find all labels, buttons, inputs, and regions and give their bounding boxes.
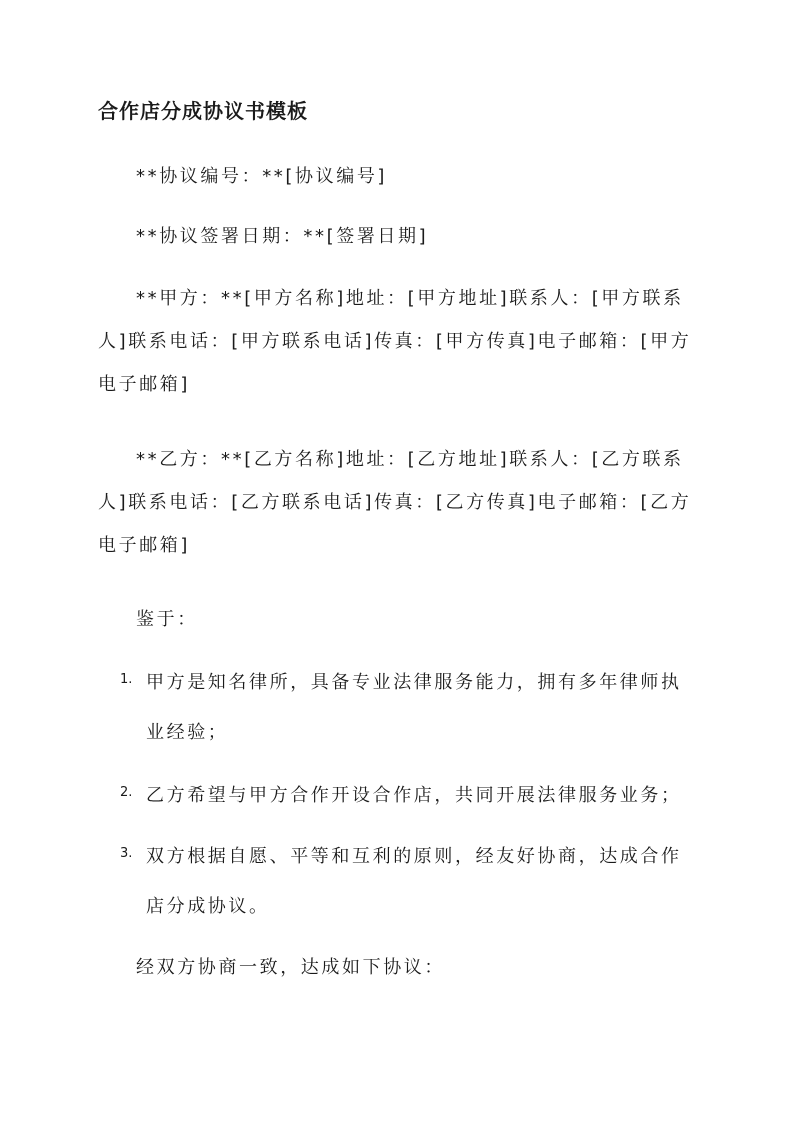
party-a-info: **甲方：**[甲方名称]地址：[甲方地址]联系人：[甲方联系人]联系电话：[甲方联系电话]传真：[甲方传真]电子邮箱：[甲方电子邮箱]	[98, 288, 692, 395]
document-title: 合作店分成协议书模板	[98, 99, 308, 123]
list-number: 3.	[120, 846, 133, 861]
party-b-info: **乙方：**[乙方名称]地址：[乙方地址]联系人：[乙方联系人]联系电话：[乙方联系电话]传真：[乙方传真]电子邮箱：[乙方电子邮箱]	[98, 449, 692, 556]
list-item-text: 乙方希望与甲方合作开设合作店，共同开展法律服务业务；	[146, 785, 682, 806]
list-item-text: 双方根据自愿、平等和互利的原则，经友好协商，达成合作店分成协议。	[146, 846, 682, 917]
signing-date: **协议签署日期：**[签署日期]	[136, 226, 429, 247]
list-number: 1.	[120, 672, 133, 687]
list-number: 2.	[120, 785, 133, 800]
whereas-heading: 鉴于：	[136, 609, 198, 630]
list-item-text: 甲方是知名律所，具备专业法律服务能力，拥有多年律师执业经验；	[146, 672, 682, 743]
conclusion-text: 经双方协商一致，达成如下协议：	[136, 957, 445, 978]
agreement-number: **协议编号：**[协议编号]	[136, 166, 388, 187]
